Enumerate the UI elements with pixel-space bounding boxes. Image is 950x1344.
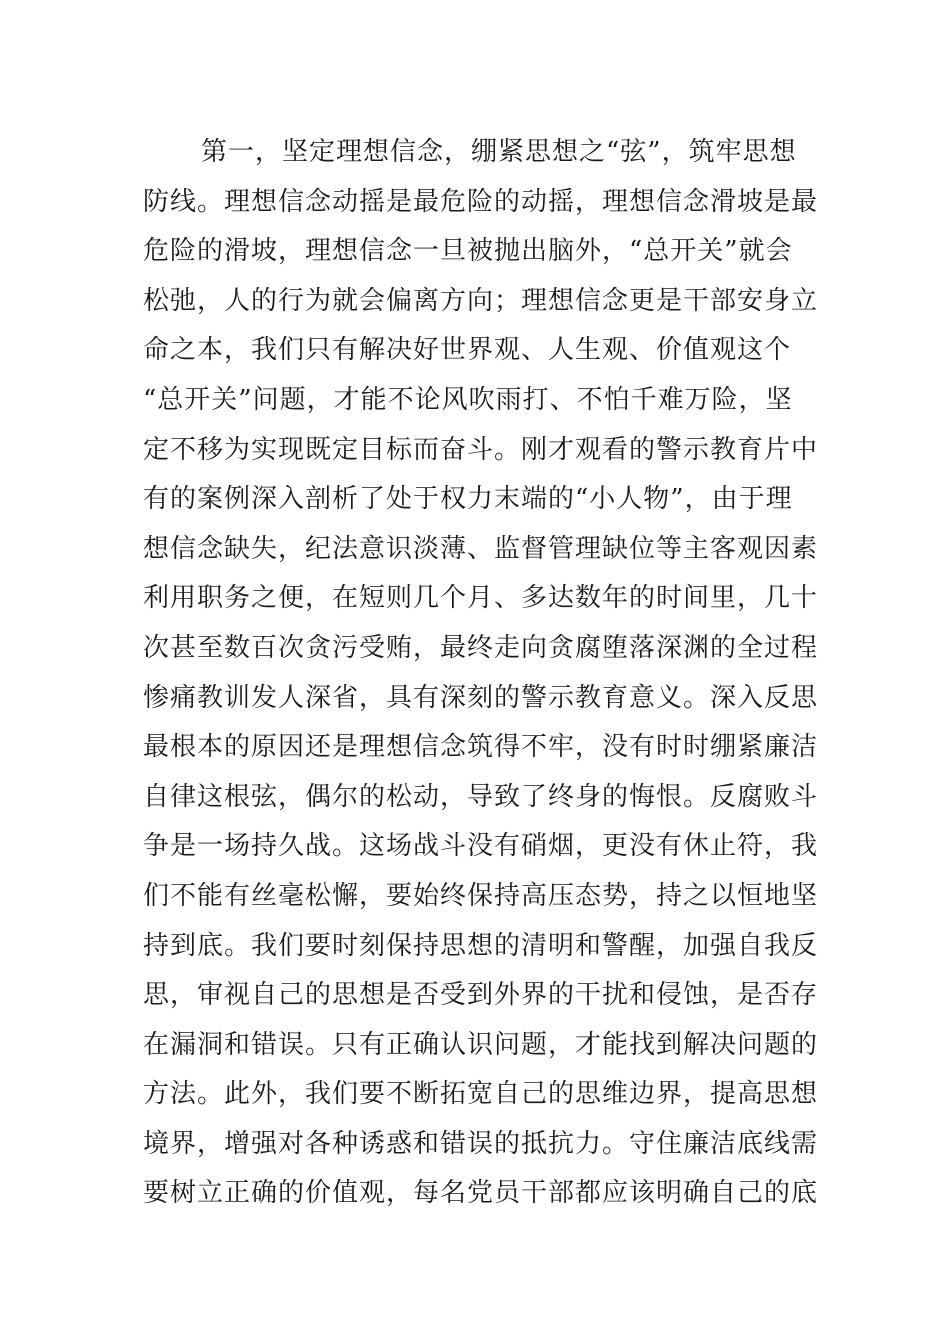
text-line: 松弛，人的行为就会偏离方向；理想信念更是干部安身立 (143, 285, 819, 316)
text-line: 方法。此外，我们要不断拓宽自己的思维边界，提高思想 (143, 1079, 819, 1110)
text-line: 们不能有丝毫松懈，要始终保持高压态势，持之以恒地坚 (143, 880, 819, 911)
text-line: 定不移为实现既定目标而奋斗。刚才观看的警示教育片中 (143, 434, 819, 465)
text-line: 想信念缺失，纪法意识淡薄、监督管理缺位等主客观因素 (143, 533, 819, 564)
text-line: 利用职务之便，在短则几个月、多达数年的时间里，几十 (143, 583, 819, 614)
text-line: 有的案例深入剖析了处于权力末端的“小人物”，由于理 (143, 484, 793, 515)
text-line: 第一，坚定理想信念，绷紧思想之“弦”，筑牢思想 (201, 137, 797, 167)
text-line: 自律这根弦，偶尔的松动，导致了终身的悔恨。反腐败斗 (143, 781, 819, 812)
text-line: 次甚至数百次贪污受贿，最终走向贪腐堕落深渊的全过程 (143, 632, 819, 663)
text-line: 命之本，我们只有解决好世界观、人生观、价值观这个 (143, 335, 792, 366)
body-paragraph (143, 128, 823, 1219)
text-line: 危险的滑坡，理想信念一旦被抛出脑外，“总开关”就会 (143, 236, 793, 267)
text-line: 思，审视自己的思想是否受到外界的干扰和侵蚀，是否存 (143, 980, 819, 1011)
text-line: 境界，增强对各种诱惑和错误的抵抗力。守住廉洁底线需 (143, 1128, 819, 1159)
text-line: 最根本的原因还是理想信念筑得不牢，没有时时绷紧廉洁 (143, 732, 819, 763)
text-line: 防线。理想信念动摇是最危险的动摇，理想信念滑坡是最 (143, 186, 819, 217)
text-line: 惨痛教训发人深省，具有深刻的警示教育意义。深入反思 (143, 682, 819, 713)
text-line: 争是一场持久战。这场战斗没有硝烟，更没有休止符，我 (143, 831, 819, 862)
text-line: 持到底。我们要时刻保持思想的清明和警醒，加强自我反 (143, 930, 819, 961)
text-line: 要树立正确的价值观，每名党员干部都应该明确自己的底 (143, 1178, 819, 1209)
text-line: “总开关”问题，才能不论风吹雨打、不怕千难万险，坚 (143, 384, 793, 415)
text-line: 在漏洞和错误。只有正确认识问题，才能找到解决问题的 (143, 1029, 819, 1060)
